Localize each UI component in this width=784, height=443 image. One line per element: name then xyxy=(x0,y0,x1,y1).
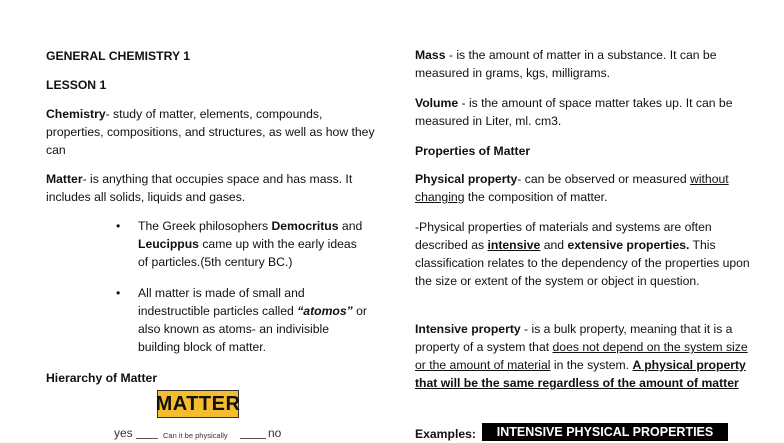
matter-term: Matter xyxy=(46,172,83,186)
without-changing: without changing xyxy=(415,172,729,204)
volume-text: - is the amount of space matter takes up. It can be measured in Liter, ml. cm3. xyxy=(415,96,733,128)
no-connector-line xyxy=(240,438,266,439)
mass-term: Mass xyxy=(415,48,446,62)
intensive-mid: in the system. xyxy=(550,358,633,372)
classification-paragraph xyxy=(415,218,750,290)
independent-of-size: does not depend on the system size or the amount of material xyxy=(415,340,748,372)
volume-term: Volume xyxy=(415,96,459,110)
physical-pre: - can be observed or measured xyxy=(517,172,691,186)
democritus: Democritus xyxy=(271,219,339,233)
bullet-dot-2: • xyxy=(116,286,121,300)
hierarchy-no-label: no xyxy=(268,426,282,440)
mass-definition xyxy=(415,46,750,82)
hierarchy-yes-label: yes xyxy=(114,426,133,440)
intensive-word: intensive xyxy=(487,238,541,252)
bullet-1-pre: The Greek philosophers xyxy=(138,219,272,233)
bullet-1-post: came up with the early ideas of particles.(5th century BC.) xyxy=(138,237,357,269)
bullet-dot-1: • xyxy=(116,219,121,233)
matter-definition xyxy=(46,170,376,206)
matter-text: - is anything that occupies space and has mass. It includes all solids, liquids and gases. xyxy=(46,172,353,204)
intensive-property-definition xyxy=(415,320,750,392)
same-regardless: A physical property that will be the same regardless of the amount of matter xyxy=(415,358,746,390)
mass-text: - is the amount of matter in a substance. It can be measured in grams, kgs, milligrams. xyxy=(415,48,717,80)
matter-box: MATTER xyxy=(157,390,239,418)
bullet-2-post: or also known as atoms- an indivisible building block of matter. xyxy=(138,304,367,354)
bullet-item-1 xyxy=(138,217,370,271)
intensive-pre: - is a bulk property, meaning that it is a property of a system that xyxy=(415,322,733,354)
physical-property-definition xyxy=(415,170,750,206)
hierarchy-question: Can it be physically xyxy=(163,431,228,440)
intensive-property-term: Intensive property xyxy=(415,322,521,336)
chemistry-term: Chemistry xyxy=(46,107,106,121)
classification-mid: and xyxy=(540,238,568,252)
leucippus: Leucippus xyxy=(138,237,199,251)
hierarchy-heading: Hierarchy of Matter xyxy=(46,371,158,385)
classification-post: This classification relates to the dependency of the properties upon the size or extent of the system or object in question. xyxy=(415,238,750,288)
bullet-item-2 xyxy=(138,284,370,356)
chemistry-text: - study of matter, elements, compounds, properties, compositions, and structures, as well as how they can xyxy=(46,107,375,157)
chemistry-definition xyxy=(46,105,376,159)
classification-pre: -Physical properties of materials and systems are often described as xyxy=(415,220,712,252)
yes-connector-line xyxy=(136,438,158,439)
intensive-properties-header: INTENSIVE PHYSICAL PROPERTIES xyxy=(482,423,728,441)
properties-heading: Properties of Matter xyxy=(415,144,531,158)
physical-property-term: Physical property xyxy=(415,172,518,186)
bullet-2-pre: All matter is made of small and indestructible particles called xyxy=(138,286,305,318)
course-heading: GENERAL CHEMISTRY 1 xyxy=(46,49,191,63)
examples-label: Examples: xyxy=(415,427,476,441)
physical-post: the composition of matter. xyxy=(464,190,608,204)
volume-definition xyxy=(415,94,750,130)
lesson-heading: LESSON 1 xyxy=(46,78,107,92)
atomos-term: “atomos” xyxy=(297,304,353,318)
bullet-1-mid: and xyxy=(338,219,363,233)
extensive-word: extensive properties. xyxy=(567,238,690,252)
